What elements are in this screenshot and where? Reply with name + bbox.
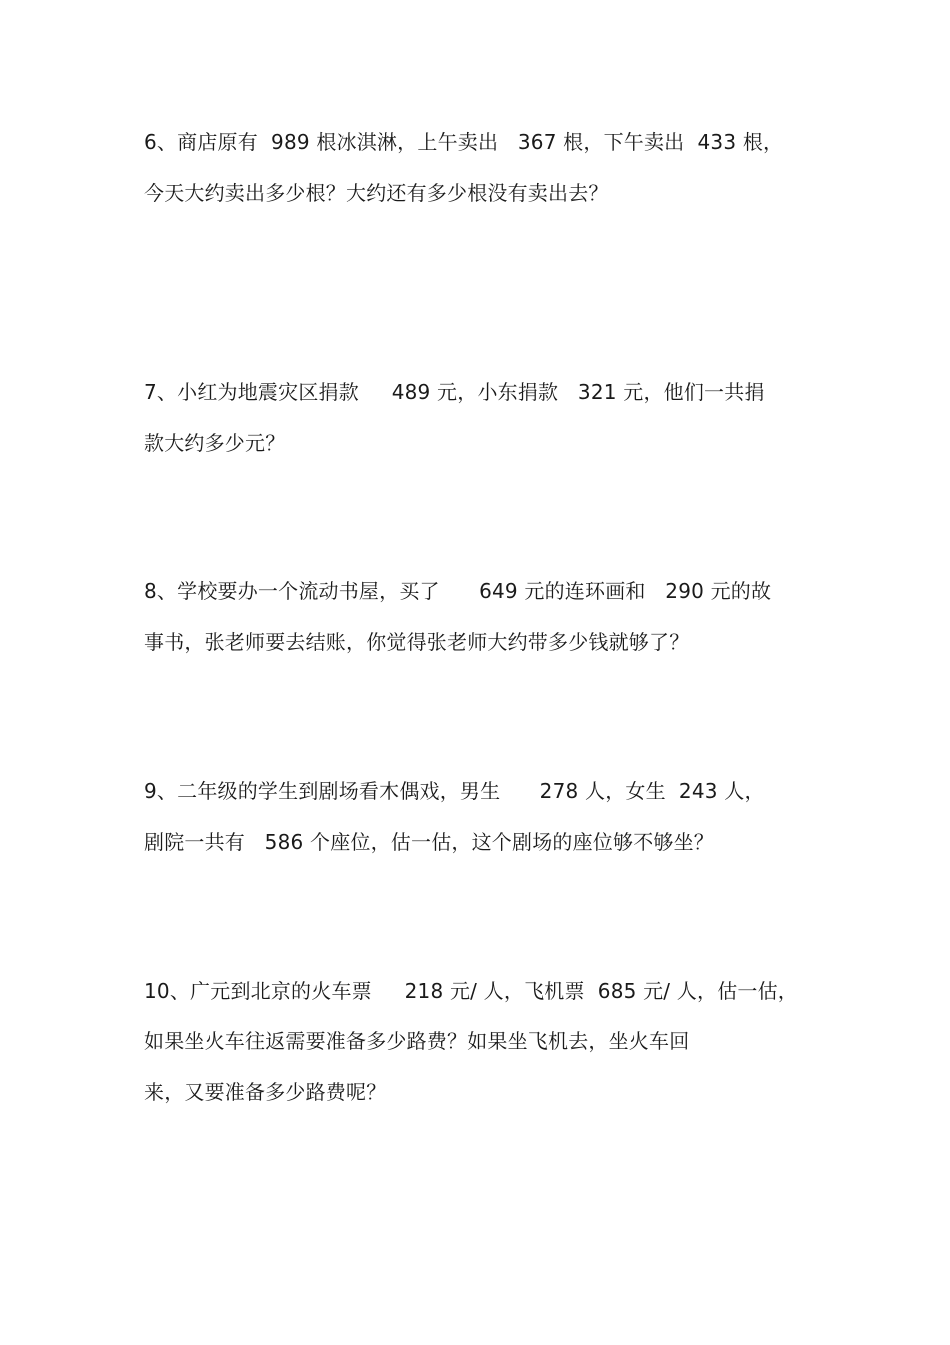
question-text-line: 10、广元到北京的火车票 218 元/ 人，飞机票 685 元/ 人，估一估， (144, 979, 799, 1003)
question-text-line: 今天大约卖出多少根？大约还有多少根没有卖出去？ (144, 181, 609, 205)
question-text-line: 如果坐火车往返需要准备多少路费？如果坐飞机去，坐火车回 (144, 1029, 690, 1053)
question-text-line: 剧院一共有 586 个座位，估一估，这个剧场的座位够不够坐？ (144, 830, 715, 854)
question-text-line: 6、商店原有 989 根冰淇淋，上午卖出 367 根，下午卖出 433 根， (144, 130, 784, 154)
question-text-line: 来，又要准备多少路费呢？ (144, 1080, 387, 1104)
question-text-line: 事书，张老师要去结账，你觉得张老师大约带多少钱就够了？ (144, 630, 690, 654)
question-text-line: 7、小红为地震灾区捐款 489 元，小东捐款 321 元，他们一共捐 (144, 380, 765, 404)
question-text-line: 9、二年级的学生到剧场看木偶戏，男生 278 人，女生 243 人， (144, 779, 765, 803)
question-text-line: 款大约多少元？ (144, 431, 286, 455)
question-text-line: 8、学校要办一个流动书屋，买了 649 元的连环画和 290 元的故 (144, 579, 772, 603)
